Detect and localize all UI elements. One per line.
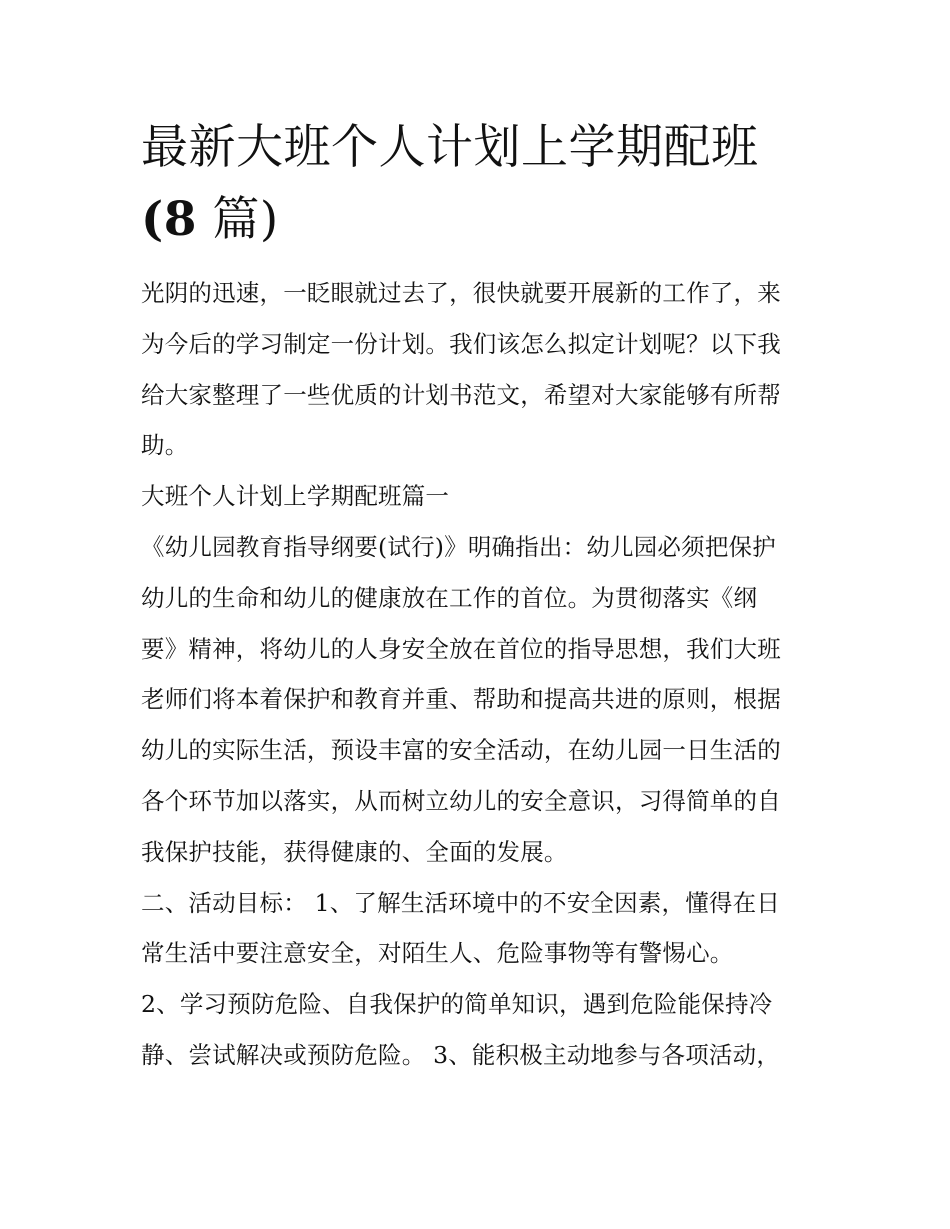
title-count: (8 <box>141 192 197 247</box>
text-line: 老师们将本着保护和教育并重、帮助和提高共进的原则，根据 <box>141 685 781 714</box>
text-line: 为今后的学习制定一份计划。我们该怎么拟定计划呢？以下我 <box>141 329 781 358</box>
document-page <box>141 112 821 1081</box>
title-line-2 <box>141 184 821 256</box>
page-title <box>141 112 821 256</box>
text-line: 常生活中要注意安全，对陌生人、危险事物等有警惕心。 <box>141 939 734 968</box>
body-paragraph <box>141 522 821 878</box>
text-line: 各个环节加以落实，从而树立幼儿的安全意识，习得简单的自 <box>141 786 781 815</box>
text-line: 静、尝试解决或预防危险。 3、能积极主动地参与各项活动， <box>141 1040 781 1069</box>
goals-paragraph-2 <box>141 979 821 1081</box>
intro-paragraph <box>141 268 821 471</box>
section-heading-text: 大班个人计划上学期配班篇一 <box>141 482 450 511</box>
text-line: 幼儿的生命和幼儿的健康放在工作的首位。为贯彻落实《纲 <box>141 583 758 612</box>
title-line-1: 最新大班个人计划上学期配班 <box>141 120 759 175</box>
text-line: 二、活动目标： 1、了解生活环境中的不安全因素，懂得在日 <box>141 888 781 917</box>
text-line: 助。 <box>141 431 189 460</box>
title-count-suffix: 篇) <box>196 192 279 247</box>
text-line: 光阴的迅速，一眨眼就过去了，很快就要开展新的工作了，来 <box>141 279 781 307</box>
section-heading <box>141 471 821 522</box>
text-line: 要》精神，将幼儿的人身安全放在首位的指导思想，我们大班 <box>141 634 781 663</box>
text-line: 幼儿的实际生活，预设丰富的安全活动，在幼儿园一日生活的 <box>141 736 781 765</box>
text-line: 2、学习预防危险、自我保护的简单知识，遇到危险能保持冷 <box>141 990 773 1019</box>
goals-paragraph <box>141 878 821 980</box>
text-line: 给大家整理了一些优质的计划书范文，希望对大家能够有所帮 <box>141 380 781 409</box>
text-line: 我保护技能，获得健康的、全面的发展。 <box>141 837 568 866</box>
text-line: 《幼儿园教育指导纲要(试行)》明确指出：幼儿园必须把保护 <box>141 532 776 561</box>
